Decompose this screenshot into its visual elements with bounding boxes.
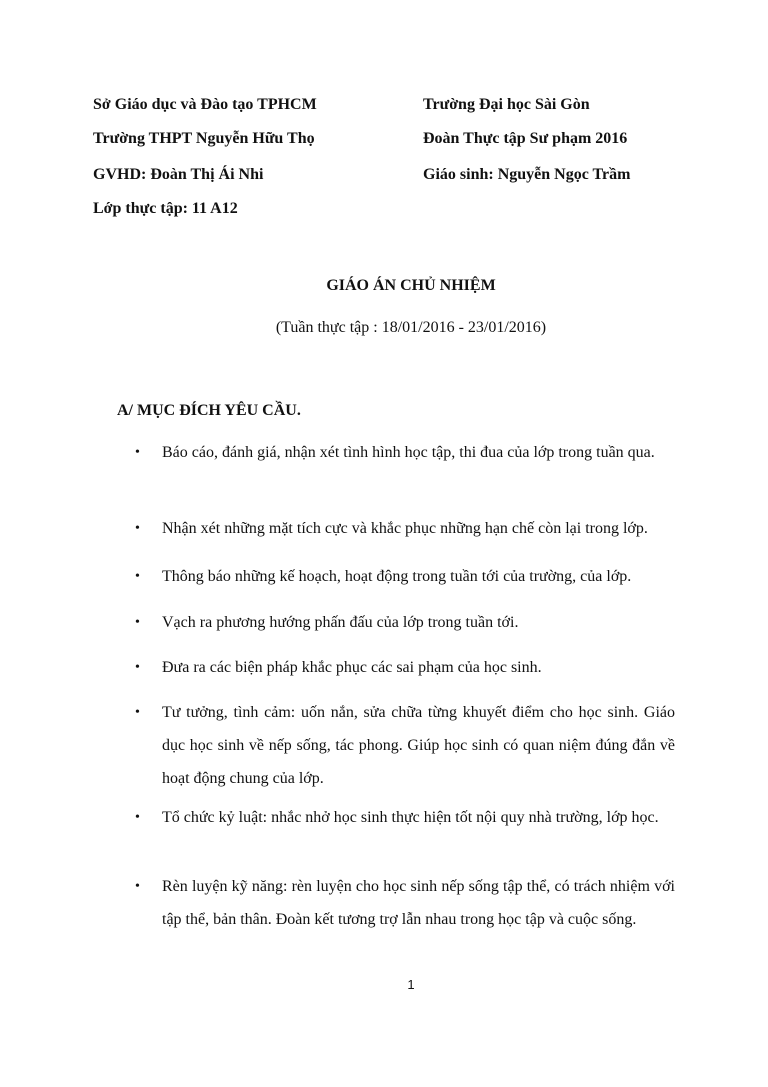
document-title: GIÁO ÁN CHỦ NHIỆM [326, 277, 496, 294]
page-number: 1 [407, 977, 415, 992]
header-student-teacher: Giáo sinh: Nguyễn Ngọc Trầm [423, 166, 631, 183]
header-department: Sở Giáo dục và Đào tạo TPHCM [93, 96, 317, 113]
list-item-text: Thông báo những kế hoạch, hoạt động trong tuần tới của trường, của lớp. [162, 568, 632, 585]
bullet-icon: • [135, 615, 140, 630]
list-item [135, 560, 675, 593]
bullet-icon: • [135, 660, 140, 675]
header-school: Trường THPT Nguyễn Hữu Thọ [93, 130, 315, 147]
list-item-text: Đưa ra các biện pháp khắc phục các sai phạm của học sinh. [162, 659, 542, 676]
list-item [135, 436, 675, 469]
list-item-text: Tổ chức kỷ luật: nhắc nhở học sinh thực hiện tốt nội quy nhà trường, lớp học. [162, 809, 659, 826]
list-item-text: Nhận xét những mặt tích cực và khắc phục những hạn chế còn lại trong lớp. [162, 520, 648, 537]
list-item-text: Báo cáo, đánh giá, nhận xét tình hình học tập, thi đua của lớp trong tuần qua. [162, 444, 655, 461]
list-item [135, 870, 675, 936]
bullet-icon: • [135, 569, 140, 584]
list-item [135, 696, 675, 795]
list-item-text: Tư tưởng, tình cảm: uốn nắn, sửa chữa từng khuyết điểm cho học sinh. Giáo dục học sinh về nếp sống, tác phong. Giúp học sinh có quan niệm đúng đắn về hoạt động chung của lớp. [162, 704, 675, 787]
list-item [135, 512, 675, 545]
bullet-icon: • [135, 445, 140, 460]
list-item-text: Vạch ra phương hướng phấn đấu của lớp trong tuần tới. [162, 614, 519, 631]
list-item [135, 801, 675, 834]
bullet-icon: • [135, 521, 140, 536]
bullet-icon: • [135, 705, 140, 720]
list-item [135, 651, 675, 684]
header-supervisor: GVHD: Đoàn Thị Ái Nhi [93, 166, 264, 183]
header-class: Lớp thực tập: 11 A12 [93, 200, 238, 217]
bullet-icon: • [135, 879, 140, 894]
header-university: Trường Đại học Sài Gòn [423, 96, 590, 113]
header-internship-team: Đoàn Thực tập Sư phạm 2016 [423, 130, 628, 147]
list-item [135, 606, 675, 639]
section-heading: A/ MỤC ĐÍCH YÊU CẦU. [117, 402, 301, 419]
bullet-icon: • [135, 810, 140, 825]
list-item-text: Rèn luyện kỹ năng: rèn luyện cho học sinh nếp sống tập thể, có trách nhiệm với tập thể, bản thân. Đoàn kết tương trợ lẫn nhau trong học tập và cuộc sống. [162, 878, 675, 928]
document-subtitle: (Tuần thực tập : 18/01/2016 - 23/01/2016) [275, 319, 547, 336]
